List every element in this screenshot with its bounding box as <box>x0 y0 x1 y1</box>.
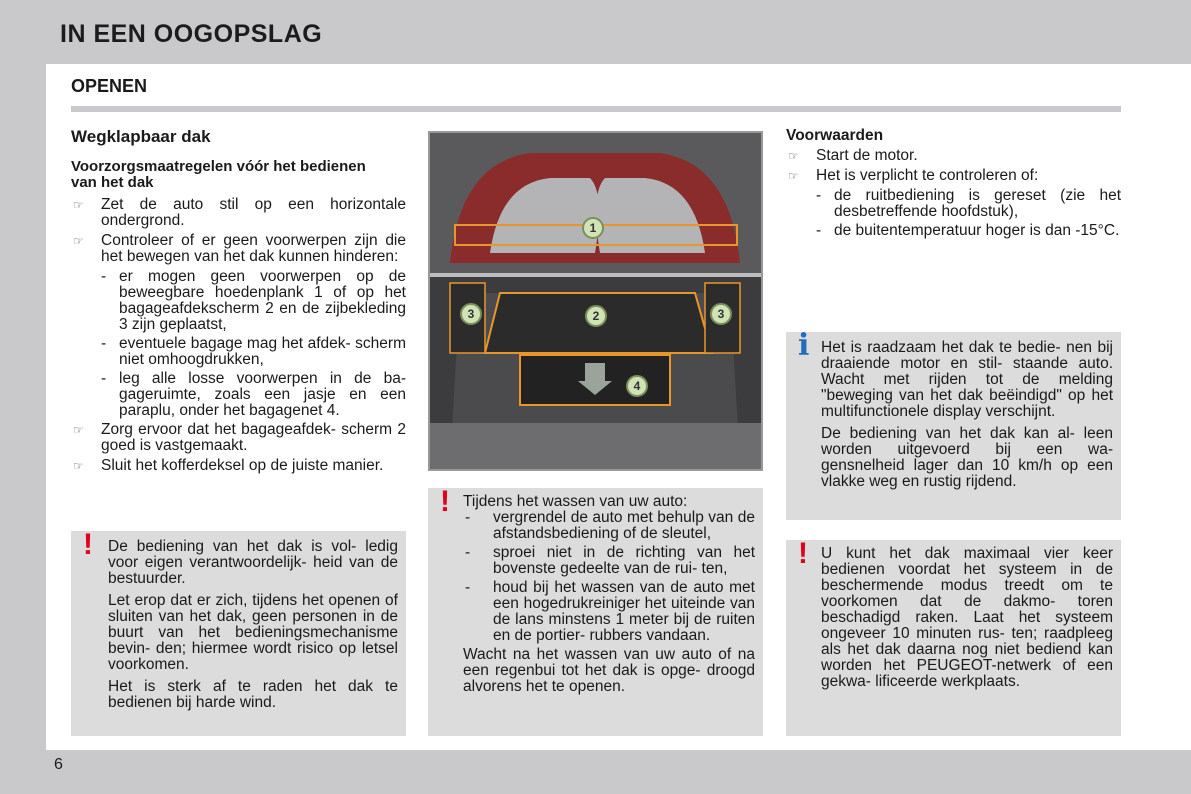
sub-list-item: - sproei niet in de richting van het bovenste gedeelte van de rui- ten, <box>465 544 755 577</box>
callout-3-left: 3 <box>460 303 482 325</box>
section-divider <box>71 106 1121 112</box>
list-item: ☞ Start de motor. <box>788 147 918 164</box>
left-heading: Wegklapbaar dak <box>71 127 211 146</box>
page-content <box>46 64 1191 750</box>
warning-exclamation-icon: ! <box>798 537 808 570</box>
warning-box-middle: ! Tijdens het wassen van uw auto: - vergrendel de auto met behulp van de afstandsbediening of de sleutel, - sproei niet in de richting van het bovenste gedeelte van de rui- ten, - houd bij het wassen van de auto met een hogedrukreiniger het uiteinde van de lans minstens 1 meter bij de ruiten en de portier- rubbers vandaan. Wacht na het wassen van uw auto of na een regenbui tot het dak is opge- droogd alvorens het te openen. <box>428 488 763 736</box>
section-title: OPENEN <box>71 76 148 96</box>
list-item: ☞ Zorg ervoor dat het bagageafdek- scherm 2 goed is vastgemaakt. <box>73 421 406 454</box>
warning-box-left: ! De bediening van het dak is vol- ledig voor eigen verantwoordelijk- heid van de bestuurder. Let erop dat er zich, tijdens het openen of sluiten van het dak, geen personen in de buurt van het bedieningsmechanisme bevin- den; hiermee wordt risico op letsel voorkomen. Het is sterk af te raden het dak te bedienen bij harde wind. <box>71 531 406 736</box>
page-number: 6 <box>54 756 63 773</box>
hand-pointer-icon: ☞ <box>73 234 84 248</box>
list-item: ☞ Sluit het kofferdeksel op de juiste manier. <box>73 457 384 474</box>
sub-list-item: - de buitentemperatuur hoger is dan -15°C. <box>816 222 1120 239</box>
car-interior-illustration <box>430 133 761 469</box>
sub-list-item: - de ruitbediening is gereset (zie het desbetreffende hoofdstuk), <box>816 187 1121 220</box>
car-roof-storage-photo <box>428 131 763 471</box>
callout-4: 4 <box>626 375 648 397</box>
sub-list-item: - houd bij het wassen van de auto met een hogedrukreiniger het uiteinde van de lans minstens 1 meter bij de ruiten en de portier- rubbers vandaan. <box>465 579 755 644</box>
list-item: ☞ Zet de auto stil op een horizontale ondergrond. <box>73 196 406 229</box>
hand-pointer-icon: ☞ <box>788 169 799 183</box>
sub-list-item: - eventuele bagage mag het afdek- scherm niet omhoogdrukken, <box>101 335 406 368</box>
warning-exclamation-icon: ! <box>83 528 93 561</box>
sub-list-item: - vergrendel de auto met behulp van de afstandsbediening of de sleutel, <box>465 509 755 542</box>
conditions-heading: Voorwaarden <box>786 127 884 144</box>
warning-exclamation-icon: ! <box>440 485 450 518</box>
sub-list-item: - leg alle losse voorwerpen in de ba- gageruimte, zoals een jasje en een paraplu, onder het bagagenet 4. <box>101 370 406 419</box>
warning-box-right: ! U kunt het dak maximaal vier keer bedienen voordat het systeem in de beschermende modus treedt om te voorkomen dat de dakmo- toren beschadigd raken. Laat het systeem ongeveer 10 minuten rus- ten; raadpleeg als het dak daarna nog niet bediend kan worden het PEUGEOT-netwerk of een gekwa- lificeerde werkplaats. <box>786 540 1121 736</box>
hand-pointer-icon: ☞ <box>73 198 84 212</box>
hand-pointer-icon: ☞ <box>73 459 84 473</box>
left-subheading: Voorzorgsmaatregelen vóór het bedienen van het dak <box>71 158 366 191</box>
conditions-column <box>786 128 1121 242</box>
hand-pointer-icon: ☞ <box>73 423 84 437</box>
callout-2: 2 <box>585 305 607 327</box>
page-title: IN EEN OOGOPSLAG <box>60 20 323 48</box>
callout-1: 1 <box>582 217 604 239</box>
precaution-list <box>71 197 406 478</box>
callout-3-right: 3 <box>710 303 732 325</box>
info-box: i Het is raadzaam het dak te bedie- nen bij draaiende motor en stil- staande auto. Wacht met rijden tot de melding "beweging van het dak beëindigd" op het multifunctionele display verschijnt. De bediening van het dak kan al- leen worden uitgevoerd bij een wa- gensnelheid lager dan 10 km/h op een vlakke weg en rustig rijdend. <box>786 332 1121 520</box>
hand-pointer-icon: ☞ <box>788 149 799 163</box>
list-item: ☞ Controleer of er geen voorwerpen zijn die het bewegen van het dak kunnen hinderen: <box>73 232 406 265</box>
info-icon: i <box>798 328 810 363</box>
page-header <box>0 0 1191 64</box>
sub-list-item: - er mogen geen voorwerpen op de beweegbare hoedenplank 1 of op het bagageafdekscherm 2 en de zijbekleding 3 zijn geplaatst, <box>101 268 406 333</box>
list-item: ☞ Het is verplicht te controleren of: <box>788 167 1039 184</box>
